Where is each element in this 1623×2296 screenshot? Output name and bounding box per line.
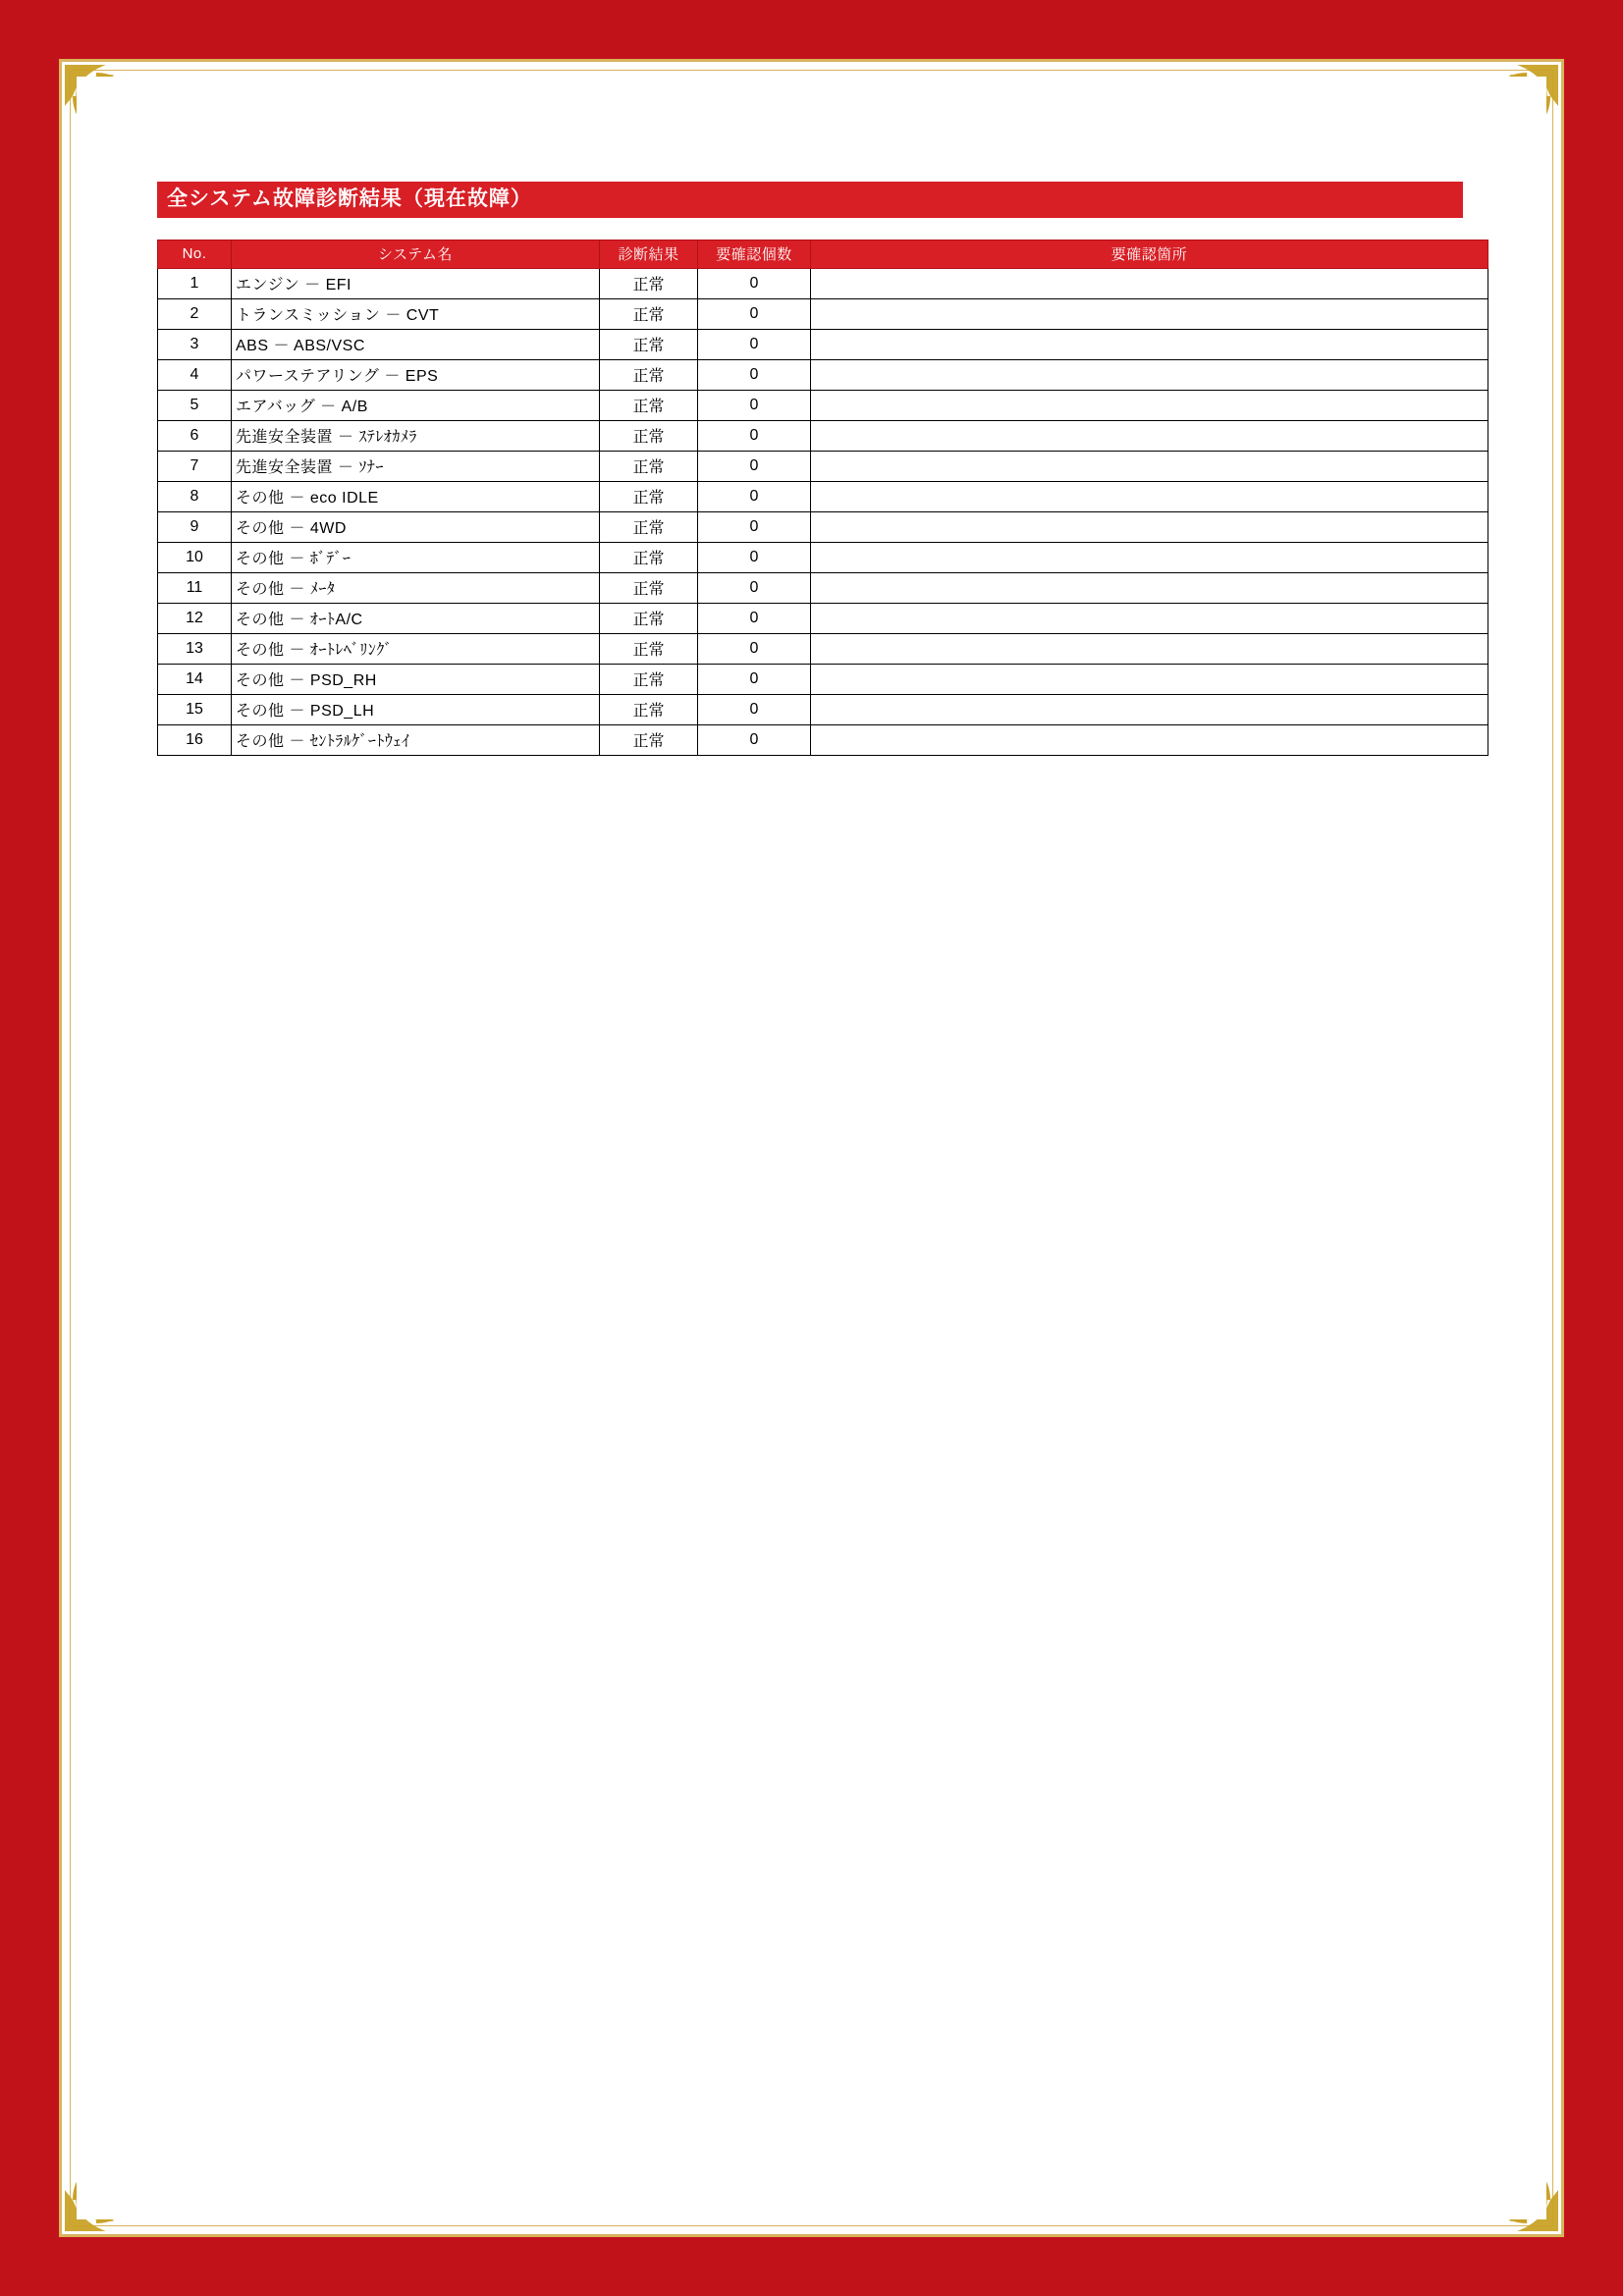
cell-result: 正常	[600, 482, 698, 512]
table-row	[158, 665, 1488, 695]
cell-system: その他 － ｵｰﾄﾚﾍﾞﾘﾝｸﾞ	[232, 634, 600, 665]
document-sheet	[77, 77, 1546, 2219]
diagnostic-results-table	[157, 240, 1488, 756]
cell-check-point	[811, 604, 1488, 634]
cell-system: パワーステアリング － EPS	[232, 360, 600, 391]
cell-result: 正常	[600, 725, 698, 756]
cell-no: 16	[158, 725, 232, 756]
cell-result: 正常	[600, 573, 698, 604]
cell-count: 0	[698, 269, 811, 299]
cell-count: 0	[698, 573, 811, 604]
cell-system: その他 － ｾﾝﾄﾗﾙｹﾞｰﾄｳｪｲ	[232, 725, 600, 756]
cell-count: 0	[698, 512, 811, 543]
cell-check-point	[811, 665, 1488, 695]
cell-no: 1	[158, 269, 232, 299]
cell-result: 正常	[600, 695, 698, 725]
cell-system: その他 － 4WD	[232, 512, 600, 543]
cell-no: 10	[158, 543, 232, 573]
cell-result: 正常	[600, 269, 698, 299]
cell-no: 9	[158, 512, 232, 543]
column-header-result: 診断結果	[600, 240, 698, 269]
table-row	[158, 452, 1488, 482]
cell-result: 正常	[600, 330, 698, 360]
cell-result: 正常	[600, 421, 698, 452]
table-row	[158, 391, 1488, 421]
cell-count: 0	[698, 543, 811, 573]
table-row	[158, 269, 1488, 299]
cell-check-point	[811, 695, 1488, 725]
cell-no: 8	[158, 482, 232, 512]
column-header-count: 要確認個数	[698, 240, 811, 269]
cell-count: 0	[698, 299, 811, 330]
cell-count: 0	[698, 665, 811, 695]
cell-count: 0	[698, 421, 811, 452]
cell-no: 2	[158, 299, 232, 330]
cell-check-point	[811, 452, 1488, 482]
column-header-no: No.	[158, 240, 232, 269]
table-row	[158, 482, 1488, 512]
cell-no: 7	[158, 452, 232, 482]
cell-system: 先進安全装置 － ｿﾅｰ	[232, 452, 600, 482]
cell-no: 5	[158, 391, 232, 421]
cell-no: 14	[158, 665, 232, 695]
column-header-system: システム名	[232, 240, 600, 269]
cell-system: その他 － PSD_LH	[232, 695, 600, 725]
table-row	[158, 634, 1488, 665]
cell-system: その他 － eco IDLE	[232, 482, 600, 512]
cell-check-point	[811, 360, 1488, 391]
cell-check-point	[811, 421, 1488, 452]
cell-result: 正常	[600, 634, 698, 665]
cell-result: 正常	[600, 452, 698, 482]
cell-result: 正常	[600, 512, 698, 543]
cell-no: 12	[158, 604, 232, 634]
cell-no: 13	[158, 634, 232, 665]
cell-check-point	[811, 725, 1488, 756]
cell-no: 15	[158, 695, 232, 725]
cell-count: 0	[698, 452, 811, 482]
report-content	[157, 182, 1463, 756]
cell-system: その他 － ﾎﾞﾃﾞｰ	[232, 543, 600, 573]
table-row	[158, 725, 1488, 756]
cell-count: 0	[698, 330, 811, 360]
table-row	[158, 299, 1488, 330]
cell-result: 正常	[600, 299, 698, 330]
cell-check-point	[811, 634, 1488, 665]
cell-system: 先進安全装置 － ｽﾃﾚｵｶﾒﾗ	[232, 421, 600, 452]
cell-count: 0	[698, 695, 811, 725]
cell-system: その他 － ｵｰﾄA/C	[232, 604, 600, 634]
cell-check-point	[811, 269, 1488, 299]
cell-system: その他 － ﾒｰﾀ	[232, 573, 600, 604]
cell-system: ABS － ABS/VSC	[232, 330, 600, 360]
cell-check-point	[811, 391, 1488, 421]
cell-no: 3	[158, 330, 232, 360]
cell-count: 0	[698, 725, 811, 756]
cell-result: 正常	[600, 665, 698, 695]
cell-count: 0	[698, 604, 811, 634]
cell-system: トランスミッション － CVT	[232, 299, 600, 330]
cell-result: 正常	[600, 604, 698, 634]
cell-no: 4	[158, 360, 232, 391]
cell-count: 0	[698, 360, 811, 391]
cell-system: エアバッグ － A/B	[232, 391, 600, 421]
cell-check-point	[811, 299, 1488, 330]
cell-check-point	[811, 512, 1488, 543]
column-header-check-point: 要確認箇所	[811, 240, 1488, 269]
cell-check-point	[811, 330, 1488, 360]
cell-check-point	[811, 573, 1488, 604]
table-row	[158, 421, 1488, 452]
table-row	[158, 573, 1488, 604]
cell-check-point	[811, 482, 1488, 512]
table-row	[158, 330, 1488, 360]
cell-count: 0	[698, 482, 811, 512]
table-row	[158, 360, 1488, 391]
table-header-row	[158, 240, 1488, 269]
cell-no: 6	[158, 421, 232, 452]
table-row	[158, 543, 1488, 573]
cell-result: 正常	[600, 543, 698, 573]
cell-check-point	[811, 543, 1488, 573]
cell-count: 0	[698, 391, 811, 421]
table-body	[158, 269, 1488, 756]
cell-no: 11	[158, 573, 232, 604]
cell-count: 0	[698, 634, 811, 665]
cell-result: 正常	[600, 391, 698, 421]
cell-system: その他 － PSD_RH	[232, 665, 600, 695]
cell-system: エンジン － EFI	[232, 269, 600, 299]
cell-result: 正常	[600, 360, 698, 391]
table-row	[158, 512, 1488, 543]
table-row	[158, 695, 1488, 725]
table-row	[158, 604, 1488, 634]
page-title: 全システム故障診断結果（現在故障）	[157, 182, 1463, 218]
